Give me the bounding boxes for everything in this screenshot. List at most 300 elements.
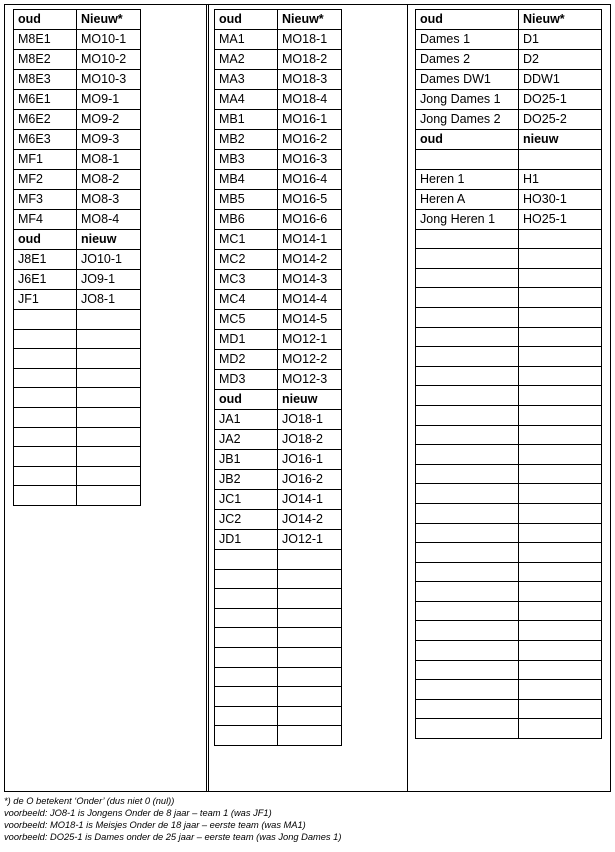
table-row: [215, 628, 342, 648]
table-row: [215, 687, 342, 707]
table-row: [14, 388, 141, 408]
old-code-cell: Jong Dames 1: [416, 90, 519, 110]
table-row: [215, 30, 342, 50]
old-code-cell: [416, 150, 519, 170]
table-row: [14, 427, 141, 447]
old-code-cell: JC1: [215, 490, 278, 510]
table-row: [416, 268, 602, 288]
table-header-row: [416, 10, 602, 30]
new-code-cell: [77, 368, 141, 388]
old-code-cell: Dames 1: [416, 30, 519, 50]
old-code-cell: [14, 447, 77, 467]
table-row: [416, 523, 602, 543]
old-code-cell: [416, 680, 519, 700]
new-code-cell: [278, 550, 342, 570]
table-row: [215, 470, 342, 490]
table-row: [215, 70, 342, 90]
table-row: [215, 310, 342, 330]
old-code-cell: [14, 310, 77, 330]
table-row: [416, 601, 602, 621]
table-row: [215, 170, 342, 190]
old-code-cell: [416, 464, 519, 484]
table-row: [215, 450, 342, 470]
table-row: [416, 660, 602, 680]
new-code-cell: [519, 484, 602, 504]
old-code-cell: JC2: [215, 510, 278, 530]
new-code-cell: D1: [519, 30, 602, 50]
new-code-cell: [278, 647, 342, 667]
table-header-row: [215, 10, 342, 30]
footnote-example-jo8: voorbeeld: JO8-1 is Jongens Onder de 8 jaar – team 1 (was JF1): [4, 808, 272, 818]
header-oud: oud: [14, 230, 77, 250]
old-code-cell: [14, 427, 77, 447]
table-row: [416, 405, 602, 425]
new-code-cell: MO18-2: [278, 50, 342, 70]
new-code-cell: [77, 349, 141, 369]
new-code-cell: DO25-1: [519, 90, 602, 110]
table-row: [416, 582, 602, 602]
old-code-cell: Dames 2: [416, 50, 519, 70]
old-code-cell: [416, 641, 519, 661]
new-code-cell: MO8-3: [77, 190, 141, 210]
table-row: [416, 386, 602, 406]
table-row: [416, 503, 602, 523]
new-code-cell: [519, 445, 602, 465]
new-code-cell: JO8-1: [77, 290, 141, 310]
table-row: [416, 50, 602, 70]
table-row: [14, 329, 141, 349]
table-row: [215, 190, 342, 210]
old-code-cell: JF1: [14, 290, 77, 310]
table-row: [215, 370, 342, 390]
table-row: [14, 50, 141, 70]
table-row: [215, 410, 342, 430]
new-code-cell: [519, 464, 602, 484]
table-row: [416, 621, 602, 641]
old-code-cell: MA4: [215, 90, 278, 110]
old-code-cell: [416, 523, 519, 543]
table-row: [215, 430, 342, 450]
table-row: [215, 50, 342, 70]
table-row: [215, 490, 342, 510]
table-row: [14, 210, 141, 230]
old-code-cell: MD3: [215, 370, 278, 390]
new-code-cell: [278, 608, 342, 628]
table-row: [14, 349, 141, 369]
new-code-cell: [278, 569, 342, 589]
new-code-cell: MO14-5: [278, 310, 342, 330]
new-code-cell: DO25-2: [519, 110, 602, 130]
old-code-cell: [416, 405, 519, 425]
table-row: [215, 150, 342, 170]
table-row: [14, 70, 141, 90]
new-code-cell: [519, 229, 602, 249]
old-code-cell: [215, 667, 278, 687]
table-row: [14, 407, 141, 427]
new-code-cell: MO16-5: [278, 190, 342, 210]
header-oud: oud: [416, 10, 519, 30]
old-code-cell: [416, 503, 519, 523]
table-row: [14, 290, 141, 310]
old-code-cell: Jong Heren 1: [416, 209, 519, 229]
old-code-cell: [416, 621, 519, 641]
new-code-cell: DDW1: [519, 70, 602, 90]
table-row: [14, 130, 141, 150]
table-body: [416, 10, 602, 739]
table-row: [416, 30, 602, 50]
new-code-cell: MO14-2: [278, 250, 342, 270]
table-row: [215, 706, 342, 726]
old-code-cell: [416, 386, 519, 406]
new-code-cell: [519, 601, 602, 621]
old-code-cell: [416, 719, 519, 739]
old-code-cell: [416, 601, 519, 621]
table-row: [14, 150, 141, 170]
old-code-cell: [215, 706, 278, 726]
table-row: [416, 680, 602, 700]
old-code-cell: MC3: [215, 270, 278, 290]
header-oud: oud: [14, 10, 77, 30]
old-code-cell: [416, 699, 519, 719]
old-code-cell: [215, 550, 278, 570]
table-row: [416, 425, 602, 445]
old-code-cell: Heren 1: [416, 169, 519, 189]
new-code-cell: MO16-1: [278, 110, 342, 130]
new-code-cell: [519, 307, 602, 327]
old-code-cell: MB6: [215, 210, 278, 230]
old-code-cell: [416, 484, 519, 504]
new-code-cell: [519, 288, 602, 308]
old-code-cell: MA2: [215, 50, 278, 70]
new-code-cell: MO9-2: [77, 110, 141, 130]
old-code-cell: M6E3: [14, 130, 77, 150]
old-code-cell: [416, 543, 519, 563]
old-code-cell: MB2: [215, 130, 278, 150]
table-row: [14, 190, 141, 210]
old-code-cell: [416, 660, 519, 680]
table-row: [416, 719, 602, 739]
new-code-cell: [519, 523, 602, 543]
new-code-cell: JO18-2: [278, 430, 342, 450]
table-body: [14, 10, 141, 506]
new-code-cell: MO16-6: [278, 210, 342, 230]
new-code-cell: H1: [519, 169, 602, 189]
table-row: [416, 543, 602, 563]
old-code-cell: MF2: [14, 170, 77, 190]
old-code-cell: [14, 407, 77, 427]
new-code-cell: JO16-2: [278, 470, 342, 490]
footnote-o-meaning: *) de O betekent ‘Onder’ (dus niet 0 (nul)): [4, 796, 175, 806]
old-code-cell: MC5: [215, 310, 278, 330]
new-code-cell: [278, 667, 342, 687]
table-row: [215, 230, 342, 250]
table-header-row: [416, 130, 602, 150]
table-row: [14, 447, 141, 467]
table-row: [416, 445, 602, 465]
new-code-cell: MO16-3: [278, 150, 342, 170]
old-code-cell: [416, 425, 519, 445]
old-code-cell: MD2: [215, 350, 278, 370]
new-code-cell: JO14-1: [278, 490, 342, 510]
table-row: [416, 307, 602, 327]
table-header-row: [14, 10, 141, 30]
new-code-cell: [77, 486, 141, 506]
table-row: [14, 170, 141, 190]
old-code-cell: MF4: [14, 210, 77, 230]
old-code-cell: J8E1: [14, 250, 77, 270]
new-code-cell: MO16-2: [278, 130, 342, 150]
table-row: [416, 641, 602, 661]
new-code-cell: MO18-1: [278, 30, 342, 50]
new-code-cell: [77, 388, 141, 408]
old-code-cell: JD1: [215, 530, 278, 550]
new-code-cell: [278, 628, 342, 648]
table-row: [416, 169, 602, 189]
table-row: [14, 270, 141, 290]
new-code-cell: [77, 427, 141, 447]
old-code-cell: [14, 368, 77, 388]
new-code-cell: [519, 719, 602, 739]
old-code-cell: MF3: [14, 190, 77, 210]
old-code-cell: J6E1: [14, 270, 77, 290]
old-code-cell: [14, 466, 77, 486]
new-code-cell: MO16-4: [278, 170, 342, 190]
header-nieuw: nieuw: [278, 390, 342, 410]
new-code-cell: [519, 582, 602, 602]
table-row: [416, 327, 602, 347]
old-code-cell: [215, 687, 278, 707]
footnote-example-mo18: voorbeeld: MO18-1 is Meisjes Onder de 18 jaar – eerste team (was MA1): [4, 820, 306, 830]
old-code-cell: MF1: [14, 150, 77, 170]
new-code-cell: [519, 699, 602, 719]
table-row: [14, 30, 141, 50]
table-row: [215, 647, 342, 667]
old-code-cell: [416, 268, 519, 288]
new-code-cell: MO14-1: [278, 230, 342, 250]
table-row: [215, 608, 342, 628]
header-nieuw: Nieuw*: [278, 10, 342, 30]
old-code-cell: MC1: [215, 230, 278, 250]
new-code-cell: JO14-2: [278, 510, 342, 530]
table-row: [14, 90, 141, 110]
old-code-cell: [215, 726, 278, 746]
table-row: [215, 667, 342, 687]
header-oud: oud: [215, 10, 278, 30]
table-row: [416, 90, 602, 110]
table-row: [416, 464, 602, 484]
old-code-cell: [215, 628, 278, 648]
old-code-cell: M8E3: [14, 70, 77, 90]
new-code-cell: [519, 425, 602, 445]
old-code-cell: [215, 608, 278, 628]
table-row: [215, 350, 342, 370]
column-divider-left-b: [208, 4, 209, 792]
new-code-cell: MO18-4: [278, 90, 342, 110]
new-code-cell: [519, 562, 602, 582]
new-code-cell: JO10-1: [77, 250, 141, 270]
table-header-row: [14, 230, 141, 250]
new-code-cell: D2: [519, 50, 602, 70]
new-code-cell: [77, 310, 141, 330]
new-code-cell: [278, 687, 342, 707]
new-code-cell: MO12-3: [278, 370, 342, 390]
conversion-table-youth-girls-boys: [13, 9, 141, 506]
old-code-cell: JA2: [215, 430, 278, 450]
table-body: [215, 10, 342, 746]
old-code-cell: MC2: [215, 250, 278, 270]
new-code-cell: JO16-1: [278, 450, 342, 470]
old-code-cell: JB1: [215, 450, 278, 470]
table-row: [416, 70, 602, 90]
conversion-table-senior-teams: [415, 9, 602, 739]
footnote-example-do25: voorbeeld: DO25-1 is Dames onder de 25 jaar – eerste team (was Jong Dames 1): [4, 832, 342, 842]
new-code-cell: MO10-3: [77, 70, 141, 90]
new-code-cell: [519, 327, 602, 347]
old-code-cell: [416, 288, 519, 308]
table-row: [14, 486, 141, 506]
table-row: [416, 150, 602, 170]
new-code-cell: [77, 407, 141, 427]
old-code-cell: [14, 486, 77, 506]
old-code-cell: MD1: [215, 330, 278, 350]
new-code-cell: [519, 347, 602, 367]
new-code-cell: [519, 680, 602, 700]
table-row: [215, 270, 342, 290]
new-code-cell: MO8-4: [77, 210, 141, 230]
old-code-cell: MB1: [215, 110, 278, 130]
new-code-cell: MO9-1: [77, 90, 141, 110]
table-row: [416, 110, 602, 130]
table-row: [215, 569, 342, 589]
new-code-cell: MO8-1: [77, 150, 141, 170]
new-code-cell: MO12-1: [278, 330, 342, 350]
new-code-cell: [519, 268, 602, 288]
table-row: [215, 726, 342, 746]
new-code-cell: [519, 660, 602, 680]
new-code-cell: [519, 386, 602, 406]
old-code-cell: Dames DW1: [416, 70, 519, 90]
old-code-cell: [215, 647, 278, 667]
table-row: [14, 310, 141, 330]
new-code-cell: MO14-4: [278, 290, 342, 310]
old-code-cell: [416, 249, 519, 269]
old-code-cell: M6E1: [14, 90, 77, 110]
table-row: [416, 562, 602, 582]
new-code-cell: MO9-3: [77, 130, 141, 150]
old-code-cell: [14, 388, 77, 408]
new-code-cell: [519, 543, 602, 563]
table-row: [215, 290, 342, 310]
old-code-cell: [416, 229, 519, 249]
table-row: [14, 368, 141, 388]
header-nieuw: Nieuw*: [77, 10, 141, 30]
footnotes: [4, 795, 611, 843]
header-oud: oud: [416, 130, 519, 150]
new-code-cell: [519, 621, 602, 641]
table-row: [416, 209, 602, 229]
new-code-cell: [519, 366, 602, 386]
new-code-cell: [77, 447, 141, 467]
old-code-cell: MB3: [215, 150, 278, 170]
old-code-cell: M8E1: [14, 30, 77, 50]
new-code-cell: MO14-3: [278, 270, 342, 290]
old-code-cell: MA1: [215, 30, 278, 50]
table-row: [416, 699, 602, 719]
old-code-cell: JB2: [215, 470, 278, 490]
conversion-table-youth-teams: [214, 9, 342, 746]
table-row: [215, 550, 342, 570]
old-code-cell: [14, 349, 77, 369]
new-code-cell: MO8-2: [77, 170, 141, 190]
header-nieuw: Nieuw*: [519, 10, 602, 30]
table-row: [416, 484, 602, 504]
old-code-cell: Heren A: [416, 189, 519, 209]
new-code-cell: MO18-3: [278, 70, 342, 90]
new-code-cell: MO10-1: [77, 30, 141, 50]
column-divider-left-a: [206, 4, 207, 792]
new-code-cell: [519, 150, 602, 170]
new-code-cell: [278, 589, 342, 609]
new-code-cell: [519, 249, 602, 269]
old-code-cell: [416, 582, 519, 602]
old-code-cell: [416, 445, 519, 465]
old-code-cell: MC4: [215, 290, 278, 310]
table-header-row: [215, 390, 342, 410]
old-code-cell: [416, 562, 519, 582]
old-code-cell: [416, 307, 519, 327]
table-row: [416, 189, 602, 209]
old-code-cell: M6E2: [14, 110, 77, 130]
header-nieuw: nieuw: [77, 230, 141, 250]
old-code-cell: [416, 327, 519, 347]
table-row: [416, 229, 602, 249]
new-code-cell: [278, 726, 342, 746]
new-code-cell: MO12-2: [278, 350, 342, 370]
header-oud: oud: [215, 390, 278, 410]
table-row: [416, 347, 602, 367]
header-nieuw: nieuw: [519, 130, 602, 150]
table-row: [215, 589, 342, 609]
new-code-cell: [519, 503, 602, 523]
table-row: [14, 110, 141, 130]
column-divider-right: [407, 4, 408, 792]
new-code-cell: [77, 466, 141, 486]
new-code-cell: JO18-1: [278, 410, 342, 430]
table-row: [14, 250, 141, 270]
table-row: [215, 210, 342, 230]
table-row: [416, 366, 602, 386]
table-row: [215, 130, 342, 150]
table-row: [215, 250, 342, 270]
new-code-cell: [519, 641, 602, 661]
table-row: [416, 288, 602, 308]
new-code-cell: [77, 329, 141, 349]
old-code-cell: [416, 347, 519, 367]
table-row: [215, 90, 342, 110]
table-row: [416, 249, 602, 269]
new-code-cell: HO25-1: [519, 209, 602, 229]
old-code-cell: MB4: [215, 170, 278, 190]
table-row: [14, 466, 141, 486]
old-code-cell: JA1: [215, 410, 278, 430]
table-row: [215, 510, 342, 530]
old-code-cell: [14, 329, 77, 349]
new-code-cell: MO10-2: [77, 50, 141, 70]
old-code-cell: [215, 569, 278, 589]
old-code-cell: [416, 366, 519, 386]
old-code-cell: M8E2: [14, 50, 77, 70]
table-row: [215, 110, 342, 130]
